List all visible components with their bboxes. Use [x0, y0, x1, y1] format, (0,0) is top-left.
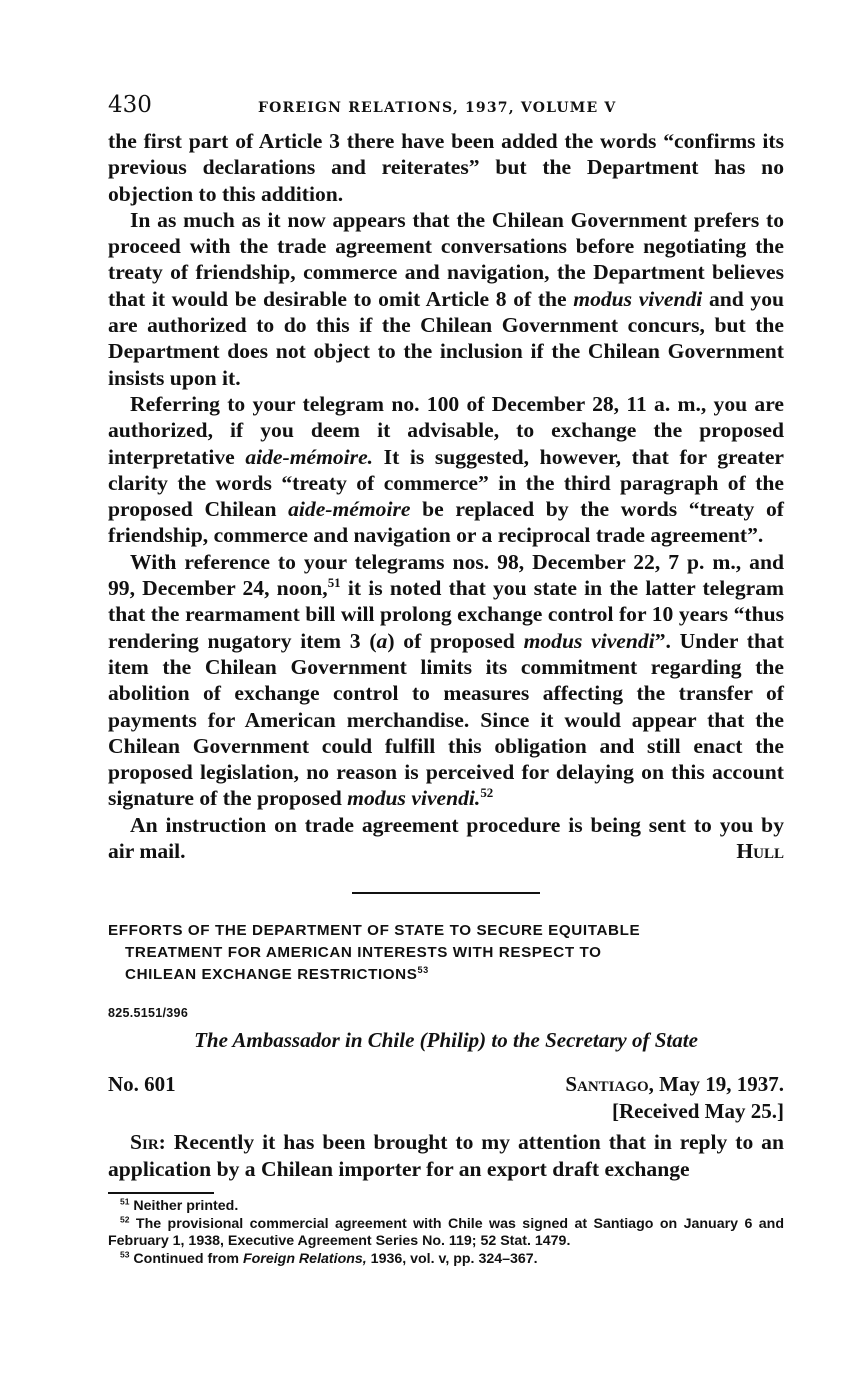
footnote: $^{52}$ The provisional commercial agreement with Chile was signed at Santiago on January 6 and February 1, 1938, Executive Agreement Series No. 119; 52 Stat. 1479.: [108, 1213, 784, 1250]
document-page: [108, 92, 784, 1268]
body-text: [108, 128, 784, 864]
document-number: No. 601: [108, 1072, 176, 1097]
emphasis: modus vivendi: [523, 628, 655, 653]
section-divider: [352, 892, 540, 894]
signature: Hull: [736, 839, 784, 864]
letter-body: [108, 1129, 784, 1182]
received-date: [Received May 25.]: [611, 1099, 784, 1124]
section-heading: EFFORTS OF THE DEPARTMENT OF STATE TO SECURE EQUITABLE TREATMENT FOR AMERICAN INTERESTS WITH RESPECT TO CHILEAN EXCHANGE RESTRICTIONS$^{53}$: [108, 922, 641, 984]
emphasis: a: [376, 628, 388, 653]
paragraph-2: In as much as it now appears that the Chilean Government prefers to proceed with the trade agreement conversations before negotiating the treaty of friendship, commerce and navigation, the Department believes that it would be desirable to omit Article 8 of the modus vivendi and you are authorized to do this if the Chilean Government concurs, but the Department does not object to the inclusion if the Chilean Government insists upon it.: [108, 207, 784, 390]
emphasis: aide-mémoire: [288, 497, 411, 522]
running-title: FOREIGN RELATIONS, 1937, VOLUME V: [258, 100, 617, 116]
paragraph-5: An instruction on trade agreement procedure is being sent to you by air mail. Hull: [108, 812, 784, 864]
footnote-ref[interactable]: 53: [417, 965, 429, 976]
paragraph-3: Referring to your telegram no. 100 of December 28, 11 a. m., you are authorized, if you deem it advisable, to exchange the proposed interpretative aide-mémoire. It is suggested, however, that for greater clarity the words “treaty of commerce” in the third paragraph of the proposed Chilean aide-mémoire be replaced by the words “treaty of friendship, commerce and navigation or a reciprocal trade agreement”.: [108, 391, 784, 548]
document-meta: [108, 1071, 784, 1125]
salutation: Sir:: [130, 1130, 166, 1155]
footnote: $^{51}$ Neither printed.: [120, 1196, 239, 1214]
footnotes: [108, 1198, 784, 1268]
footnote: $^{53}$ Continued from Foreign Relations, 1936, vol. v, pp. 324–367.: [120, 1248, 538, 1267]
emphasis: aide-mémoire.: [245, 444, 374, 469]
file-number: 825.5151/396: [108, 1006, 189, 1021]
place-date: Santiago, May 19, 1937.: [565, 1072, 784, 1097]
document-title: The Ambassador in Chile (Philip) to the Secretary of State: [194, 1028, 698, 1053]
page-header: [108, 92, 784, 128]
emphasis: modus vivendi: [573, 286, 703, 311]
letter-opening: Sir: Recently it has been brought to my attention that in reply to an application by a Chilean importer for an export draft exchange: [108, 1130, 784, 1181]
footnote-divider: [108, 1192, 214, 1194]
emphasis: modus vivendi.: [347, 786, 481, 811]
footnote-ref[interactable]: 51: [327, 574, 341, 590]
paragraph-1: the first part of Article 3 there have been added the words “confirms its previous declarations and reiterates” but the Department has no objection to this addition.: [108, 129, 784, 206]
page-number: 430: [108, 92, 152, 118]
footnote-ref[interactable]: 52: [480, 785, 494, 801]
paragraph-4: With reference to your telegrams nos. 98, December 22, 7 p. m., and 99, December 24, noon,$^{51}$ it is noted that you state in the latter telegram that the rearmament bill will prolong exchange control for 10 years “thus rendering nugatory item 3 (a) of proposed modus vivendi”. Under that item the Chilean Government limits its commitment regarding the abolition of exchange control to measures affecting the transfer of payments for American merchandise. Since it would appear that the Chilean Government could fulfill this obligation and still enact the proposed legislation, no reason is perceived for delaying on this account signature of the proposed modus vivendi.$^{52}$: [108, 549, 784, 811]
